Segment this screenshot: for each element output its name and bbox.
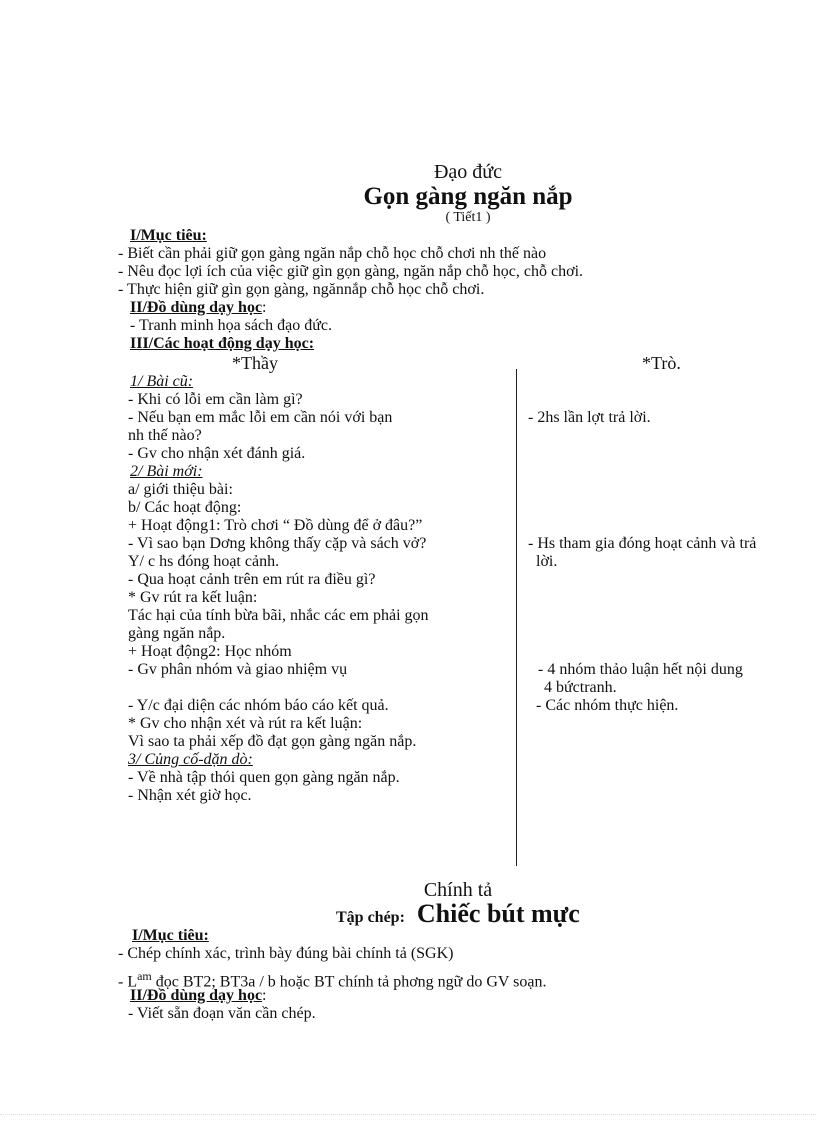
teacher-line: - Về nhà tập thói quen gọn gàng ngăn nắp. <box>128 769 400 786</box>
teacher-line: * Gv cho nhận xét và rút ra kết luận: <box>128 715 363 732</box>
teacher-line: - Qua hoạt cảnh trên em rút ra điều gì? <box>128 571 376 588</box>
student-line: - 4 nhóm thảo luận hết nội dung <box>538 661 743 678</box>
teacher-line: - Vì sao bạn Dơng không thấy cặp và sách vở? <box>128 535 427 552</box>
materials-heading-row <box>130 299 267 317</box>
materials-heading-2-row <box>130 987 267 1005</box>
obj2-prefix: - L <box>118 973 138 991</box>
student-line: - Các nhóm thực hiện. <box>536 697 679 714</box>
subject-title-2: Chính tả <box>423 879 493 901</box>
obj2-rest: đọc BT2; BT3a / b hoặc BT chính tả phơng ngữ do GV soạn. <box>151 973 547 991</box>
teacher-line: Tác hại của tính bừa bãi, nhắc các em phải gọn <box>128 607 429 624</box>
student-column-header: *Trò. <box>642 353 681 373</box>
teacher-line: + Hoạt động1: Trò chơi “ Đồ dùng để ở đâu?” <box>128 517 423 534</box>
lesson-title: Gọn gàng ngăn nắp <box>363 183 573 210</box>
new-lesson-heading: 2/ Bài mới: <box>130 463 203 480</box>
objective-item: - Biết cần phải giữ gọn gàng ngăn nắp chỗ học chỗ chơi nh thế nào <box>118 245 547 262</box>
teacher-column-header: *Thầy <box>232 353 278 373</box>
lesson-title-2: Chiếc bút mực <box>416 899 580 928</box>
subject-title: Đạo đức <box>433 161 503 183</box>
consolidate-heading: 3/ Củng cố-dặn dò: <box>128 751 253 768</box>
objective-item: - Thực hiện giữ gìn gọn gàng, ngănnắp chỗ học chỗ chơi. <box>118 281 485 298</box>
old-lesson-heading: 1/ Bài cũ: <box>130 373 194 390</box>
teacher-line: b/ Các hoạt động: <box>128 499 242 516</box>
objectives-heading-2: I/Mục tiêu: <box>132 927 209 944</box>
lesson-period: ( Tiết1 ) <box>445 210 491 225</box>
teacher-line: a/ giới thiệu bài: <box>128 481 233 498</box>
column-divider <box>516 369 517 866</box>
teacher-line: Vì sao ta phải xếp đồ đạt gọn gàng ngăn nắp. <box>128 733 417 750</box>
student-line: - 2hs lần lợt trả lời. <box>528 409 651 426</box>
materials-item-2: - Viết sẵn đoạn văn cần chép. <box>128 1005 316 1022</box>
lesson-title-prefix: Tập chép: <box>336 909 405 926</box>
page-bottom-rule <box>0 1114 816 1115</box>
teacher-line: - Khi có lỗi em cần làm gì? <box>128 391 303 408</box>
materials-colon-2: : <box>262 987 267 1004</box>
teacher-line: gàng ngăn nắp. <box>128 625 226 642</box>
teacher-line: * Gv rút ra kết luận: <box>128 589 258 606</box>
activities-heading: III/Các hoạt động dạy học: <box>130 335 315 352</box>
teacher-line: - Gv cho nhận xét đánh giá. <box>128 445 306 462</box>
student-line: 4 bứctranh. <box>544 679 617 696</box>
lesson-title-2-row <box>336 900 580 928</box>
materials-item: - Tranh minh họa sách đạo đức. <box>130 317 332 334</box>
objective-item-2: - Chép chính xác, trình bày đúng bài chính tả (SGK) <box>118 945 454 962</box>
obj2-superscript: am <box>137 969 152 983</box>
teacher-line: + Hoạt động2: Học nhóm <box>128 643 292 660</box>
materials-heading: II/Đồ dùng dạy học <box>130 299 263 316</box>
teacher-line: - Y/c đại diện các nhóm báo cáo kết quả. <box>128 697 389 714</box>
teacher-line: Y/ c hs đóng hoạt cảnh. <box>128 553 280 570</box>
objective-item: - Nêu đọc lợi ích của việc giữ gìn gọn gàng, ngăn nắp chỗ học, chỗ chơi. <box>118 263 584 280</box>
teacher-line: - Nhận xét giờ học. <box>128 787 252 804</box>
materials-heading-2: II/Đồ dùng dạy học <box>130 987 263 1004</box>
teacher-line: - Nếu bạn em mắc lỗi em cần nói với bạn <box>128 409 393 426</box>
student-line: - Hs tham gia đóng hoạt cảnh và trả <box>528 535 757 552</box>
student-line: lời. <box>536 553 558 570</box>
objectives-heading: I/Mục tiêu: <box>130 227 207 244</box>
teacher-line: nh thế nào? <box>128 427 202 444</box>
materials-colon: : <box>262 299 267 316</box>
teacher-line: - Gv phân nhóm và giao nhiệm vụ <box>128 661 348 678</box>
